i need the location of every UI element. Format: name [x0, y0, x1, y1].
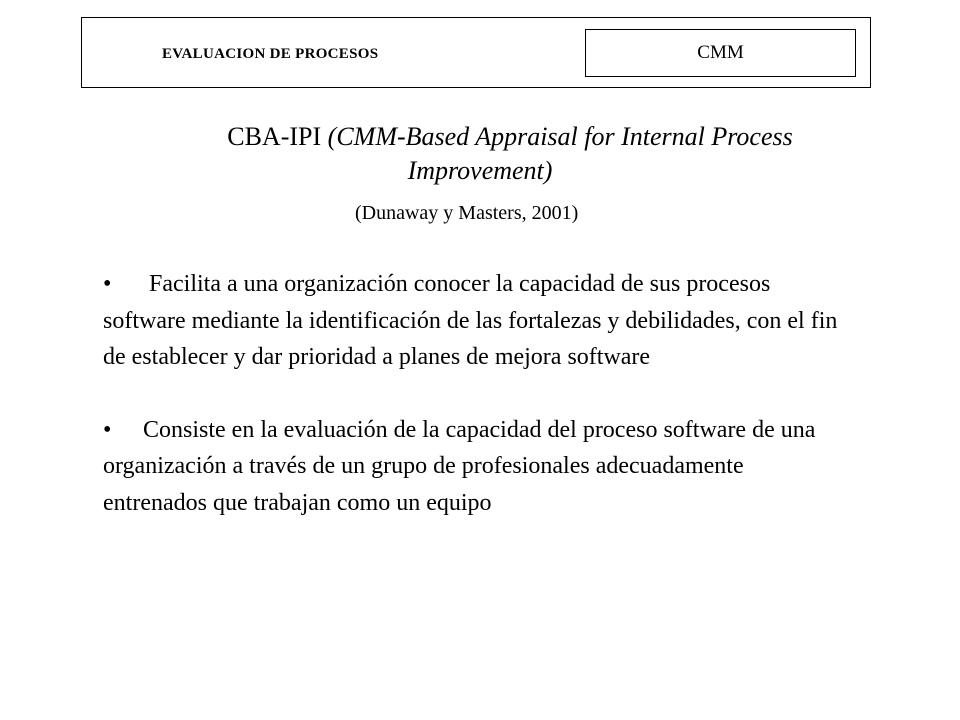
- bullet-item: [103, 412, 843, 522]
- bullet-text: Facilita a una organización conocer la capacidad de sus procesos software mediante la identificación de las fortalezas y debilidades, con el fin de establecer y dar prioridad a planes de mejora software: [103, 271, 838, 370]
- slide-title-italic-1: (CMM-Based Appraisal for Internal Process: [327, 122, 793, 151]
- header-tag: CMM: [585, 29, 856, 77]
- bullet-item: [103, 266, 843, 376]
- reference-citation: (Dunaway y Masters, 2001): [355, 202, 579, 224]
- slide-title-prefix: CBA-IPI: [227, 122, 328, 151]
- bullet-dot-icon: •: [103, 416, 112, 443]
- header-box: [81, 17, 871, 88]
- slide-title: [100, 120, 920, 188]
- bullet-text: Consiste en la evaluación de la capacidad del proceso software de una organización a través de un grupo de profesionales adecuadamente entrenados que trabajan como un equipo: [103, 416, 816, 516]
- slide-title-line-1: [100, 120, 920, 154]
- bullet-dot-icon: •: [103, 271, 112, 297]
- header-title: EVALUACION DE PROCESOS: [162, 46, 379, 62]
- bullet-list: [103, 266, 843, 521]
- slide-title-italic-2: Improvement): [407, 156, 553, 185]
